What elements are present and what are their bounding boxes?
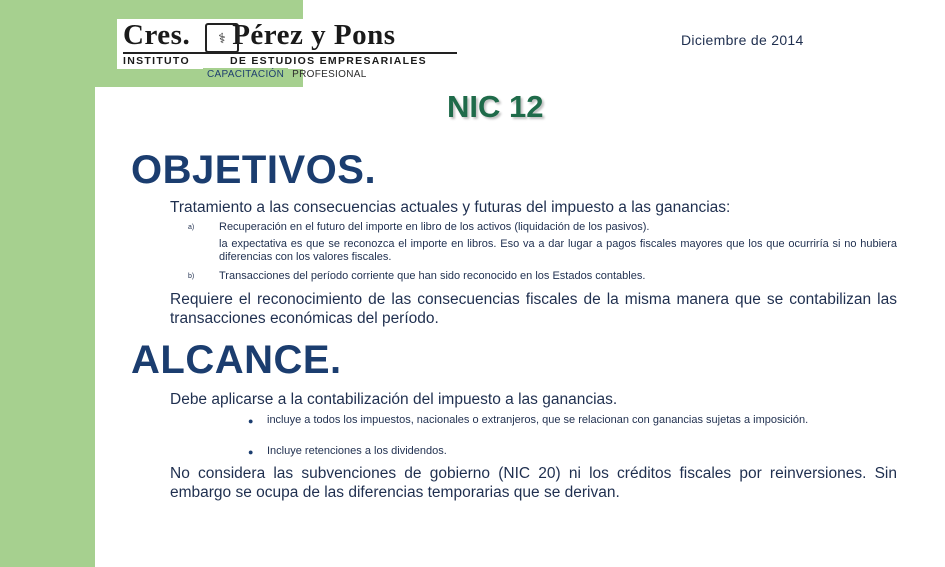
logo-sub-right: DE ESTUDIOS EMPRESARIALES	[229, 55, 427, 67]
tagline	[203, 69, 367, 80]
objetivos-heading: OBJETIVOS.	[131, 148, 377, 192]
objetivos-marker-b: b)	[188, 273, 195, 280]
objetivos-item-b: Transacciones del período corriente que han sido reconocido en los Estados contables.	[219, 270, 646, 282]
slide-date: Diciembre de 2014	[681, 32, 804, 48]
objetivos-item-a: Recuperación en el futuro del importe en libro de los activos (liquidación de los pasivos).	[219, 221, 650, 233]
institute-logo	[117, 19, 463, 69]
objetivos-paragraph-2: Requiere el reconocimiento de las consecuencias fiscales de la misma manera que se contabilizan las transacciones económicas del período.	[170, 291, 897, 327]
alcance-bullet-1: incluye a todos los impuestos, nacionales o extranjeros, que se relacionan con ganancias sujetas a imposición.	[267, 414, 809, 426]
slide-title: NIC 12	[447, 89, 544, 124]
logo-subtitle	[123, 55, 459, 67]
tagline-profesional: PROFESIONAL	[292, 69, 367, 80]
tagline-capacitacion: CAPACITACIÓN	[203, 68, 288, 81]
logo-name	[123, 19, 459, 52]
logo-rule	[123, 52, 457, 54]
alcance-paragraph-1: Debe aplicarse a la contabilización del impuesto a las ganancias.	[170, 391, 618, 408]
left-green-band	[0, 0, 95, 567]
objetivos-marker-a: a)	[188, 224, 195, 231]
bullet-dot-icon: ●	[248, 447, 254, 457]
logo-sub-left: INSTITUTO	[123, 55, 190, 67]
logo-name-left: Cres.	[123, 19, 191, 51]
caduceus-icon: ⚕	[205, 23, 239, 53]
bullet-dot-icon: ●	[248, 416, 254, 426]
alcance-paragraph-2: No considera las subvenciones de gobierno (NIC 20) ni los créditos fiscales por reinversiones. Sin embargo se ocupa de las diferencias temporarias que se derivan.	[170, 465, 897, 501]
objetivos-item-a-continuation: la expectativa es que se reconozca el importe en libros. Eso va a dar lugar a pagos fiscales mayores que los que ocurriría si no hubiera diferencias con los valores fiscales.	[219, 238, 897, 263]
objetivos-paragraph-1: Tratamiento a las consecuencias actuales y futuras del impuesto a las ganancias:	[170, 199, 731, 216]
logo-name-right: Pérez y Pons	[232, 19, 396, 51]
alcance-heading: ALCANCE.	[131, 338, 342, 382]
alcance-bullet-2: Incluye retenciones a los dividendos.	[267, 445, 447, 457]
